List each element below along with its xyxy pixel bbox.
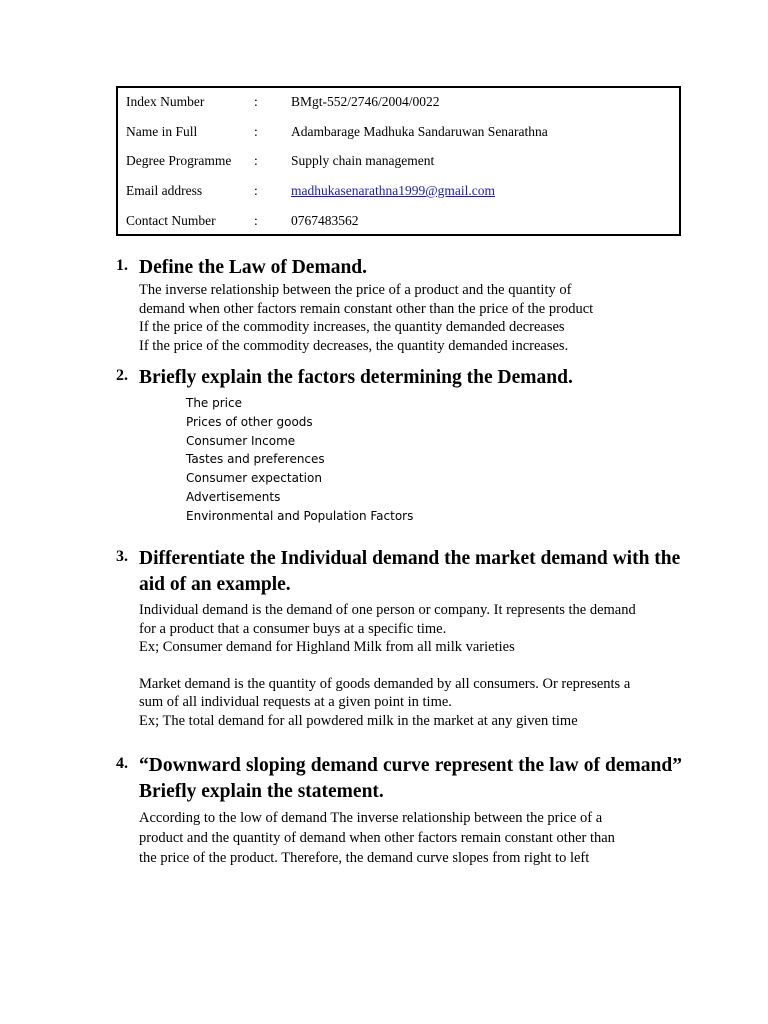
factor-item: Advertisements bbox=[186, 489, 281, 504]
answer-line: sum of all individual requests at a given point in time. bbox=[139, 694, 452, 710]
factor-item: Prices of other goods bbox=[186, 414, 313, 429]
info-colon: : bbox=[254, 183, 258, 198]
question-1 bbox=[116, 255, 682, 355]
question-number: 1. bbox=[116, 257, 128, 274]
answer-line: Ex; Consumer demand for Highland Milk from all milk varieties bbox=[139, 639, 515, 655]
info-colon: : bbox=[254, 213, 258, 228]
student-info-box bbox=[116, 86, 681, 236]
question-number: 4. bbox=[116, 755, 128, 772]
question-title: Differentiate the Individual demand the market demand with the aid of an example. bbox=[139, 548, 681, 595]
question-title: Define the Law of Demand. bbox=[139, 257, 368, 278]
answer-line: for a product that a consumer buys at a specific time. bbox=[139, 620, 447, 637]
answer-line: Market demand is the quantity of goods demanded by all consumers. Or represents a bbox=[139, 675, 631, 692]
info-label: Contact Number bbox=[126, 213, 216, 228]
factor-list bbox=[186, 394, 682, 526]
paragraph-gap bbox=[139, 657, 682, 675]
info-label: Degree Programme bbox=[126, 153, 232, 168]
answer-line: According to the low of demand The inverse relationship between the price of a bbox=[139, 810, 603, 826]
info-label: Email address bbox=[126, 183, 203, 198]
info-value-degree: Supply chain management bbox=[291, 153, 435, 168]
info-label: Name in Full bbox=[126, 124, 198, 139]
email-link[interactable]: madhukasenarathna1999@gmail.com bbox=[291, 183, 495, 198]
answer-line: If the price of the commodity increases, the quantity demanded decreases bbox=[139, 319, 565, 335]
answer-body bbox=[139, 808, 682, 868]
question-2 bbox=[116, 365, 682, 526]
info-value-contact: 0767483562 bbox=[291, 213, 359, 228]
answer-body bbox=[139, 601, 682, 730]
info-value-index-number: BMgt-552/2746/2004/0022 bbox=[291, 94, 440, 109]
info-colon: : bbox=[254, 94, 258, 109]
answer-line: Individual demand is the demand of one person or company. It represents the demand bbox=[139, 602, 636, 618]
factor-item: The price bbox=[186, 396, 242, 410]
factor-item: Tastes and preferences bbox=[186, 452, 325, 467]
answer-line: The inverse relationship between the price of a product and the quantity of bbox=[139, 282, 572, 298]
answer-line: If the price of the commodity decreases, the quantity demanded increases. bbox=[139, 337, 569, 354]
info-label: Index Number bbox=[126, 94, 205, 109]
info-colon: : bbox=[254, 124, 258, 139]
question-title: “Downward sloping demand curve represent the law of demand” Briefly explain the statement. bbox=[139, 755, 682, 802]
question-3 bbox=[116, 546, 682, 730]
factor-item: Consumer expectation bbox=[186, 471, 322, 486]
question-4 bbox=[116, 753, 682, 868]
info-value-name: Adambarage Madhuka Sandaruwan Senarathna bbox=[291, 124, 548, 139]
question-number: 3. bbox=[116, 548, 128, 565]
factor-item: Consumer Income bbox=[186, 433, 296, 448]
answer-line: demand when other factors remain constant other than the price of the product bbox=[139, 300, 594, 317]
question-number: 2. bbox=[116, 367, 128, 384]
answer-line: product and the quantity of demand when other factors remain constant other than bbox=[139, 830, 615, 846]
question-title: Briefly explain the factors determining the Demand. bbox=[139, 367, 573, 388]
answer-body bbox=[139, 281, 682, 355]
answer-line: Ex; The total demand for all powdered milk in the market at any given time bbox=[139, 712, 578, 729]
info-colon: : bbox=[254, 153, 258, 168]
answer-line: the price of the product. Therefore, the demand curve slopes from right to left bbox=[139, 850, 590, 866]
factor-item: Environmental and Population Factors bbox=[186, 508, 414, 523]
